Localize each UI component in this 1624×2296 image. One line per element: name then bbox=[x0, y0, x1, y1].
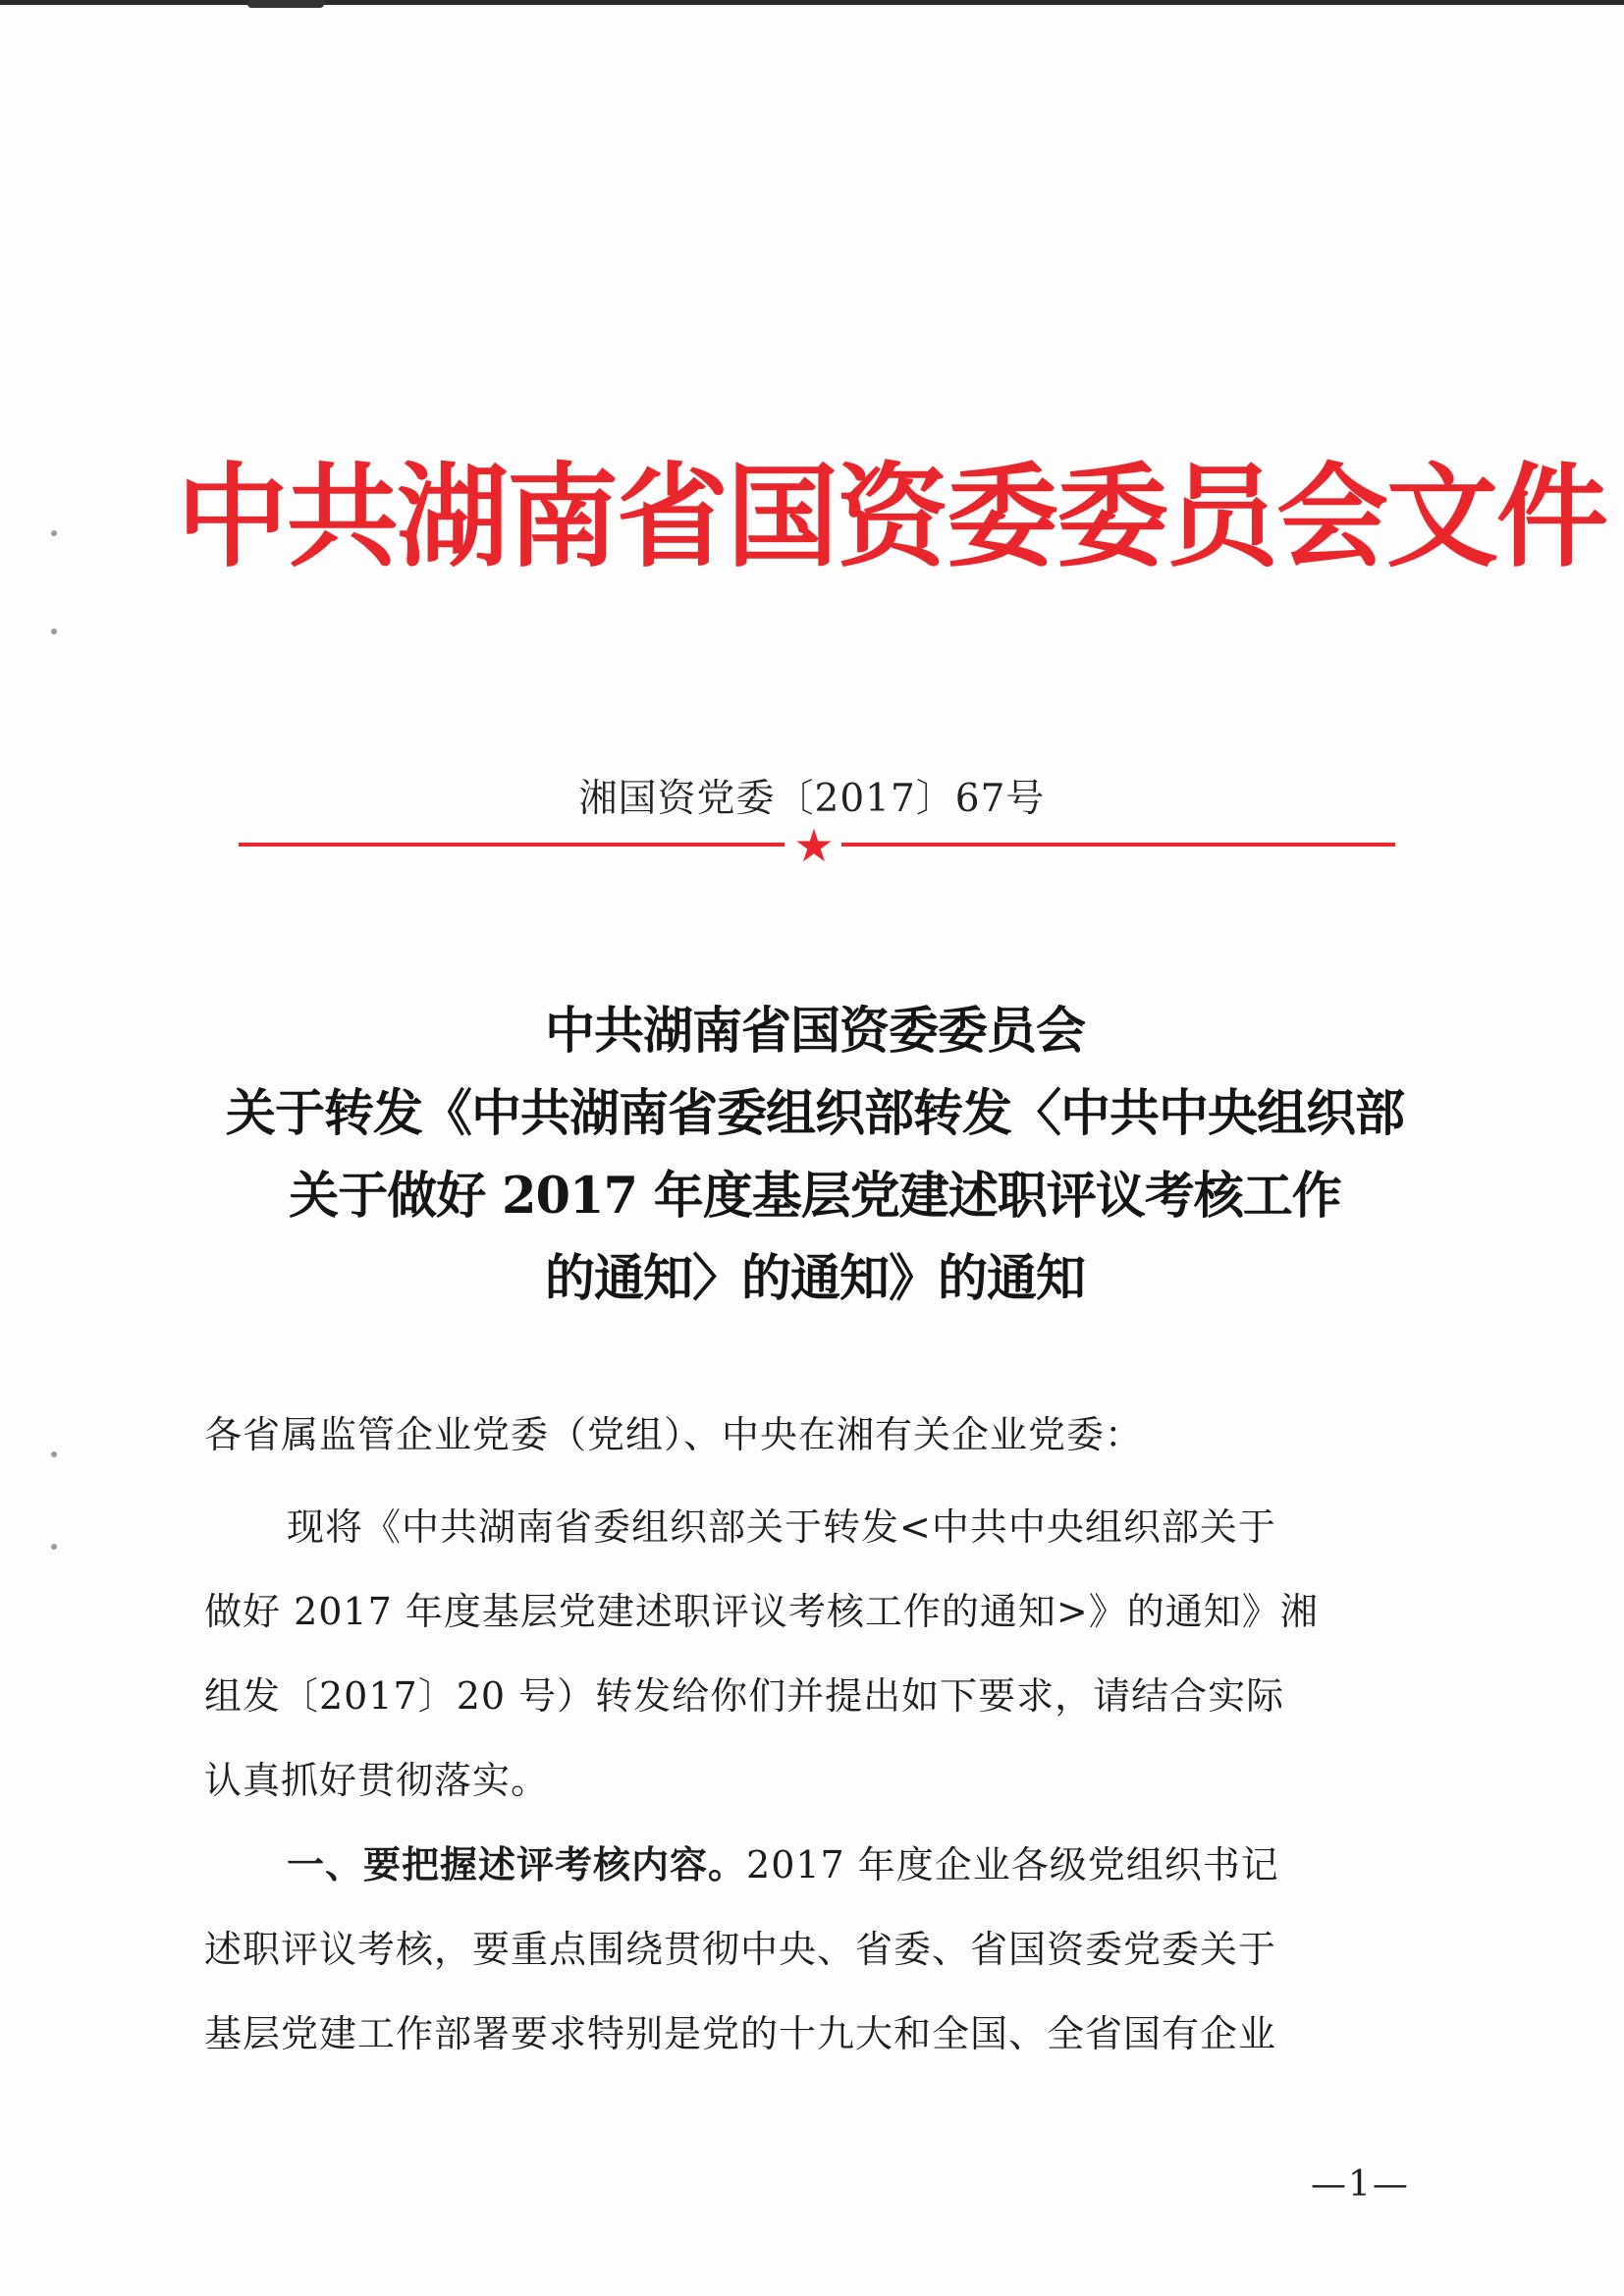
punch-hole-mark bbox=[51, 530, 57, 536]
body-text bbox=[204, 1485, 1422, 2076]
document-masthead: 中共湖南省国资委委员会文件 bbox=[177, 452, 1607, 582]
page-number: —1— bbox=[1311, 2164, 1410, 2205]
paragraph-line: 组发〔2017〕20 号）转发给你们并提出如下要求，请结合实际 bbox=[204, 1674, 1285, 1718]
title-line: 关于做好 2017 年度基层党建述职评议考核工作 bbox=[289, 1167, 1341, 1226]
red-separator-left bbox=[239, 843, 785, 847]
scan-top-mark bbox=[247, 0, 324, 8]
section-text: 2017 年度企业各级党组织书记 bbox=[746, 1843, 1279, 1886]
title-line: 中共湖南省国资委委员会 bbox=[544, 1002, 1085, 1061]
paragraph-line: 基层党建工作部署要求特别是党的十九大和全国、全省国有企业 bbox=[204, 2012, 1277, 2055]
salutation: 各省属监管企业党委（党组）、中央在湘有关企业党委： bbox=[204, 1413, 1144, 1456]
scan-top-edge bbox=[0, 0, 1624, 5]
paragraph-line: 认真抓好贯彻落实。 bbox=[204, 1759, 550, 1802]
punch-hole-mark bbox=[51, 629, 57, 634]
section-heading: 一、要把握述评考核内容。 bbox=[287, 1843, 747, 1886]
document-title bbox=[128, 990, 1502, 1320]
title-line: 关于转发《中共湖南省委组织部转发〈中共中央组织部 bbox=[225, 1084, 1404, 1143]
paragraph-line: 现将《中共湖南省委组织部关于转发<中共中央组织部关于 bbox=[287, 1505, 1276, 1549]
punch-hole-mark bbox=[51, 1544, 57, 1550]
paragraph-line: 做好 2017 年度基层党建述职评议考核工作的通知>》的通知》湘 bbox=[204, 1590, 1319, 1633]
document-number: 湘国资党委〔2017〕67号 bbox=[578, 777, 1046, 821]
star-icon: ★ bbox=[793, 819, 835, 872]
punch-hole-mark bbox=[51, 1451, 57, 1457]
red-separator-right bbox=[841, 843, 1395, 847]
title-line: 的通知〉的通知》的通知 bbox=[544, 1249, 1085, 1308]
section-heading-line bbox=[204, 1823, 1422, 1907]
paragraph-line: 述职评议考核，要重点围绕贯彻中央、省委、省国资委党委关于 bbox=[204, 1928, 1277, 1971]
